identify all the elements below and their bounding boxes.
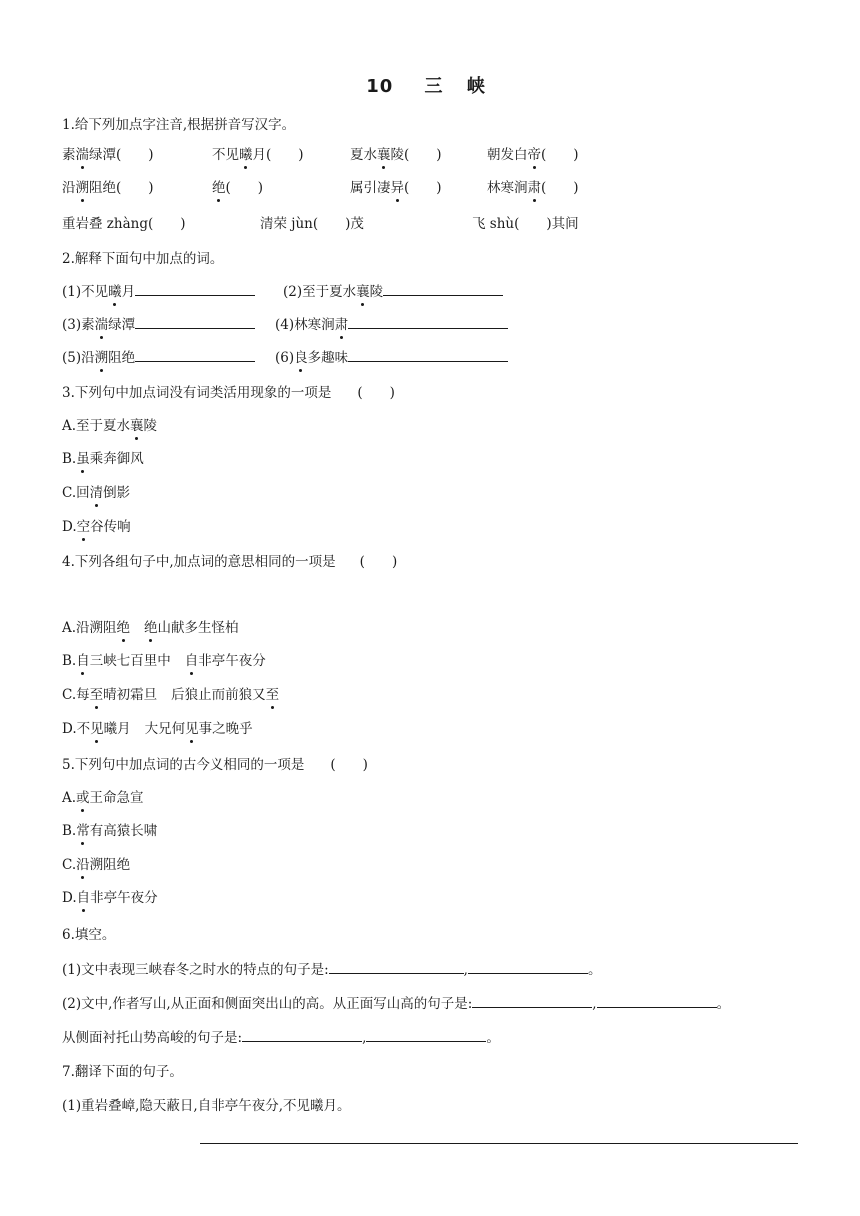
q6-item: (2)文中,作者写山,从正面和侧面突出山的高。从正面写山高的句子是: , 。 [62, 993, 730, 1014]
answer-blank[interactable] [366, 1027, 486, 1042]
q2-stem: 2.解释下面句中加点的词。 [62, 251, 224, 267]
q4-option[interactable]: D.不见曦月 大兄何见事之晚乎 [62, 721, 253, 737]
q5-option[interactable]: A.或王命急宣 [62, 790, 144, 806]
answer-blank[interactable] [383, 281, 503, 296]
q1-item: 不见曦月( ) [212, 147, 304, 163]
q1-item: 朝发白帝( ) [487, 147, 579, 163]
q3-option[interactable]: B.虽乘奔御风 [62, 451, 144, 467]
answer-blank[interactable] [348, 314, 508, 329]
q3-option[interactable]: A.至于夏水襄陵 [62, 418, 158, 434]
q6-item: (1)文中表现三峡春冬之时水的特点的句子是: , 。 [62, 959, 601, 980]
q1-item: 林寒涧肃( ) [487, 180, 579, 196]
q4-option[interactable]: C.每至晴初霜旦 后狼止而前狼又至 [62, 687, 280, 703]
q2-item: (2)至于夏水襄陵 [283, 281, 503, 302]
q7-stem: 7.翻译下面的句子。 [62, 1064, 183, 1080]
answer-paren[interactable]: ( ) [357, 385, 395, 401]
q1-pinyin-item: 重岩叠 zhàng( ) [62, 216, 186, 232]
answer-blank[interactable] [329, 959, 464, 974]
answer-blank[interactable] [468, 959, 588, 974]
answer-blank[interactable] [135, 314, 255, 329]
q1-item: 夏水襄陵( ) [350, 147, 442, 163]
q5-option[interactable]: B.常有高猿长啸 [62, 823, 158, 839]
q4-option[interactable]: A.沿溯阻绝 绝山献多生怪柏 [62, 620, 239, 636]
answer-paren[interactable]: ( ) [330, 757, 368, 773]
answer-blank[interactable] [242, 1027, 362, 1042]
q3-stem: 3.下列句中加点词没有词类活用现象的一项是 ( ) [62, 385, 395, 401]
q5-stem: 5.下列句中加点词的古今义相同的一项是 ( ) [62, 757, 368, 773]
answer-line[interactable] [200, 1143, 798, 1144]
q2-item: (3)素湍绿潭 [62, 314, 255, 335]
q1-item: 绝( ) [212, 180, 264, 196]
title-char-1: 三 [424, 76, 444, 97]
q1-item: 素湍绿潭( ) [62, 147, 154, 163]
lesson-number: 10 [366, 76, 394, 97]
q1-item: 属引凄异( ) [350, 180, 442, 196]
q5-option[interactable]: D.自非亭午夜分 [62, 890, 158, 906]
q1-item: 沿溯阻绝( ) [62, 180, 154, 196]
lesson-title [0, 72, 860, 98]
answer-paren[interactable]: ( ) [359, 554, 398, 570]
title-char-2: 峡 [466, 76, 486, 97]
q4-option[interactable]: B.自三峡七百里中 自非亭午夜分 [62, 653, 266, 669]
q1-stem: 1.给下列加点字注音,根据拼音写汉字。 [62, 117, 296, 133]
q6-item: 从侧面衬托山势高峻的句子是: , 。 [62, 1027, 500, 1048]
q5-option[interactable]: C.沿溯阻绝 [62, 857, 131, 873]
q2-item: (1)不见曦月 [62, 281, 255, 302]
q4-stem: 4.下列各组句子中,加点词的意思相同的一项是 ( ) [62, 554, 398, 570]
q2-item: (5)沿溯阻绝 [62, 347, 255, 368]
q1-pinyin-item: 飞 shù( )其间 [472, 216, 579, 232]
q6-stem: 6.填空。 [62, 927, 116, 943]
q3-option[interactable]: D.空谷传响 [62, 519, 131, 535]
q3-option[interactable]: C.回清倒影 [62, 485, 131, 501]
answer-blank[interactable] [135, 281, 255, 296]
answer-blank[interactable] [348, 347, 508, 362]
q1-pinyin-item: 清荣 jùn( )茂 [260, 216, 364, 232]
answer-blank[interactable] [135, 347, 255, 362]
answer-blank[interactable] [597, 993, 717, 1008]
q2-item: (4)林寒涧肃 [275, 314, 508, 335]
q7-item: (1)重岩叠嶂,隐天蔽日,自非亭午夜分,不见曦月。 [62, 1098, 351, 1114]
q2-item: (6)良多趣味 [275, 347, 508, 368]
answer-blank[interactable] [472, 993, 592, 1008]
